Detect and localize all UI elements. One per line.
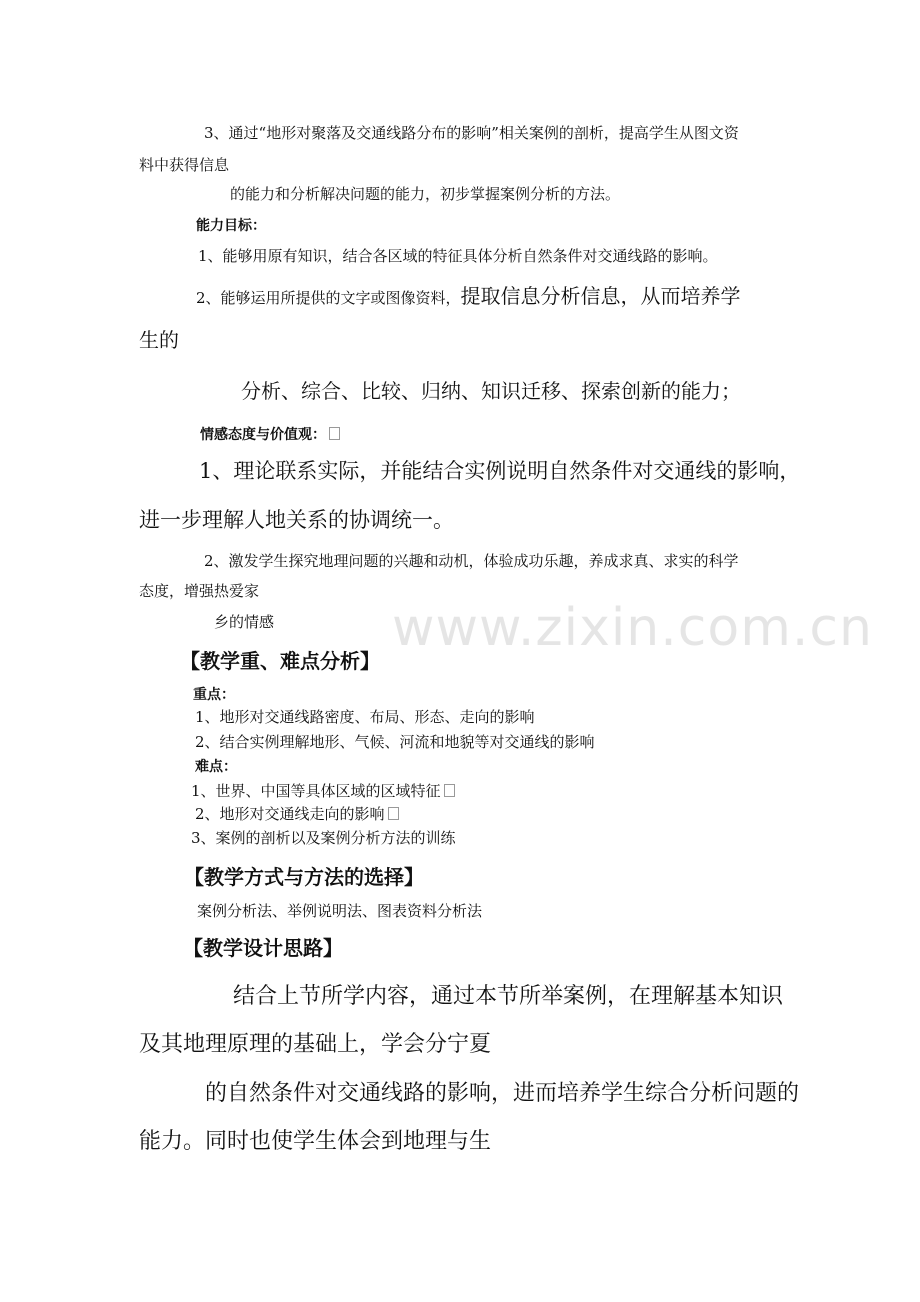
objective-3-line2: 料中获得信息 [139,156,230,174]
key-points-heading: 【教学重、难点分析】 [180,649,380,673]
ability-item-1: 1、能够用原有知识，结合各区域的特征具体分析自然条件对交通线路的影响。 [198,247,718,265]
focus-label: 重点： [193,687,235,703]
ability-item-2-part1: 2、能够运用所提供的文字或图像资料， [196,289,461,307]
difficulty-item [195,803,399,824]
focus-item: 1、地形对交通线路密度、布局、形态、走向的影响 [195,708,535,726]
difficulty-item-text: 2、地形对交通线走向的影响 [195,805,385,823]
missing-glyph-icon [444,784,455,797]
emotion-item-1-line1: 1、理论联系实际，并能结合实例说明自然条件对交通线的影响， [199,459,801,483]
ability-item-2-line3: 分析、综合、比较、归纳、知识迁移、探索创新的能力； [241,379,741,403]
missing-glyph-icon [329,427,340,440]
difficulty-item-text: 1、世界、中国等具体区域的区域特征 [191,782,441,800]
difficulty-label: 难点： [195,759,237,775]
emotion-item-2-line2: 态度，增强热爱家 [139,582,260,600]
emotion-item-1-line2: 进一步理解人地关系的协调统一。 [139,508,454,532]
ability-item-2-line2: 生的 [139,328,179,352]
difficulty-item [191,780,455,801]
design-line1: 结合上节所学内容，通过本节所举案例，在理解基本知识 [233,984,784,1009]
ability-heading: 能力目标： [196,218,266,234]
emotion-heading-text: 情感态度与价值观： [200,427,326,443]
emotion-item-2-line3: 乡的情感 [214,613,275,631]
design-line2: 及其地理原理的基础上，学会分宁夏 [139,1032,492,1057]
ability-item-2-part2: 提取信息分析信息，从而培养学 [460,284,741,308]
design-line4: 能力。同时也使学生体会到地理与生 [139,1129,492,1154]
missing-glyph-icon [388,807,399,820]
methods-heading: 【教学方式与方法的选择】 [184,865,424,889]
watermark: www.zixin.com.cn [392,598,873,658]
emotion-heading [200,424,340,444]
design-line3: 的自然条件对交通线路的影响，进而培养学生综合分析问题的 [205,1081,800,1106]
methods-text: 案例分析法、举例说明法、图表资料分析法 [197,902,483,920]
difficulty-item: 3、案例的剖析以及案例分析方法的训练 [191,829,456,847]
emotion-item-2-line1: 2、激发学生探究地理问题的兴趣和动机，体验成功乐趣，养成求真、求实的科学 [204,552,739,570]
design-heading: 【教学设计思路】 [183,936,343,960]
objective-3-line3: 的能力和分析解决问题的能力，初步掌握案例分析的方法。 [230,185,621,203]
ability-item-2-line1 [196,280,741,309]
focus-item: 2、结合实例理解地形、气候、河流和地貌等对交通线的影响 [195,733,595,751]
objective-3-line1: 3、通过“地形对聚落及交通线路分布的影响”相关案例的剖析，提高学生从图文资 [204,124,739,142]
